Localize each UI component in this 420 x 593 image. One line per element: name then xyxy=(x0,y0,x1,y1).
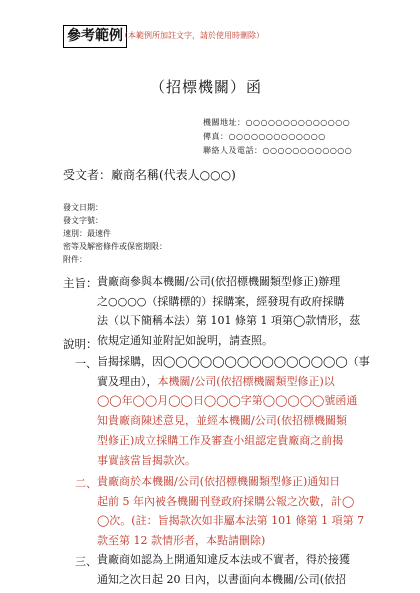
item-line: 事實該當旨揭款次。 xyxy=(97,453,196,467)
item-line: 知貴廠商陳述意見，並經本機關/公司(依招標機關類 xyxy=(97,414,347,428)
item-line: 起前 5 年內被各機關刊登政府採購公報之次數，計◯ xyxy=(97,494,355,508)
subject-line: 之○○○○（採購標的）採購案，經發現有政府採購 xyxy=(97,294,345,308)
subject-line: 法（以下簡稱本法）第 101 條第 1 項第◯款情形，茲 xyxy=(97,314,361,328)
item-body xyxy=(97,352,370,470)
subject-label: 主旨： xyxy=(63,276,98,290)
item-line: ◯◯年◯◯月◯◯日◯◯◯字第◯◯◯◯◯號函通 xyxy=(97,394,358,408)
issue-date: 發文日期： xyxy=(63,203,103,212)
contact-phone: 聯絡人及電話：○○○○○○○○○○○○ xyxy=(203,146,353,155)
item-body xyxy=(97,550,350,589)
item-line: ◯次。(註：旨揭款次如非屬本法第 101 條第 1 項第 7 xyxy=(97,514,365,528)
item-line: 款至第 12 款情形者，本點請刪除) xyxy=(97,534,266,548)
agency-address: 機關地址：○○○○○○○○○○○○○○ xyxy=(203,118,351,127)
item-number: 一、 xyxy=(75,357,97,370)
item-number: 三、 xyxy=(75,555,97,568)
subject-line: 依規定通知並附記如說明，請查照。 xyxy=(97,334,273,348)
item-number: 二、 xyxy=(75,477,97,490)
attachment: 附件： xyxy=(63,255,87,264)
issue-number: 發文字號： xyxy=(63,216,103,225)
item-body xyxy=(97,472,364,551)
secrecy-level: 密等及解密條件或保密期限： xyxy=(63,242,167,251)
document-title: （招標機關）函 xyxy=(150,78,263,96)
recipient: 受文者：廠商名稱(代表人○○○) xyxy=(63,168,236,182)
description-label: 說明： xyxy=(63,337,98,351)
item-line: 旨揭採購，因◯◯◯◯◯◯◯◯◯◯◯◯◯◯◯（事 xyxy=(97,355,370,368)
agency-fax: 傳真：○○○○○○○○○○○○○ xyxy=(203,132,326,141)
subject-line: 貴廠商參與本機關/公司(依招標機關類型修正)辦理 xyxy=(97,275,341,288)
reference-note: （本範例所加註文字，請於使用時刪除） xyxy=(120,31,264,40)
item-line: 實及理由），本機關/公司(依招標機關類型修正)以 xyxy=(97,374,335,388)
reference-example-label: 參考範例 xyxy=(63,25,127,48)
item-line: 通知之次日起 20 日內，以書面向本機關/公司(依招 xyxy=(97,572,346,586)
item-line: 貴廠商如認為上開通知違反本法或不實者，得於接獲 xyxy=(97,553,350,566)
delivery-speed: 速別：最速件 xyxy=(63,229,111,238)
item-line: 貴廠商於本機關/公司(依招標機關類型修正)通知日 xyxy=(97,475,341,488)
subject-body xyxy=(97,272,360,351)
item-line: 型修正)成立採購工作及審查小組認定貴廠商之前揭 xyxy=(97,433,344,447)
